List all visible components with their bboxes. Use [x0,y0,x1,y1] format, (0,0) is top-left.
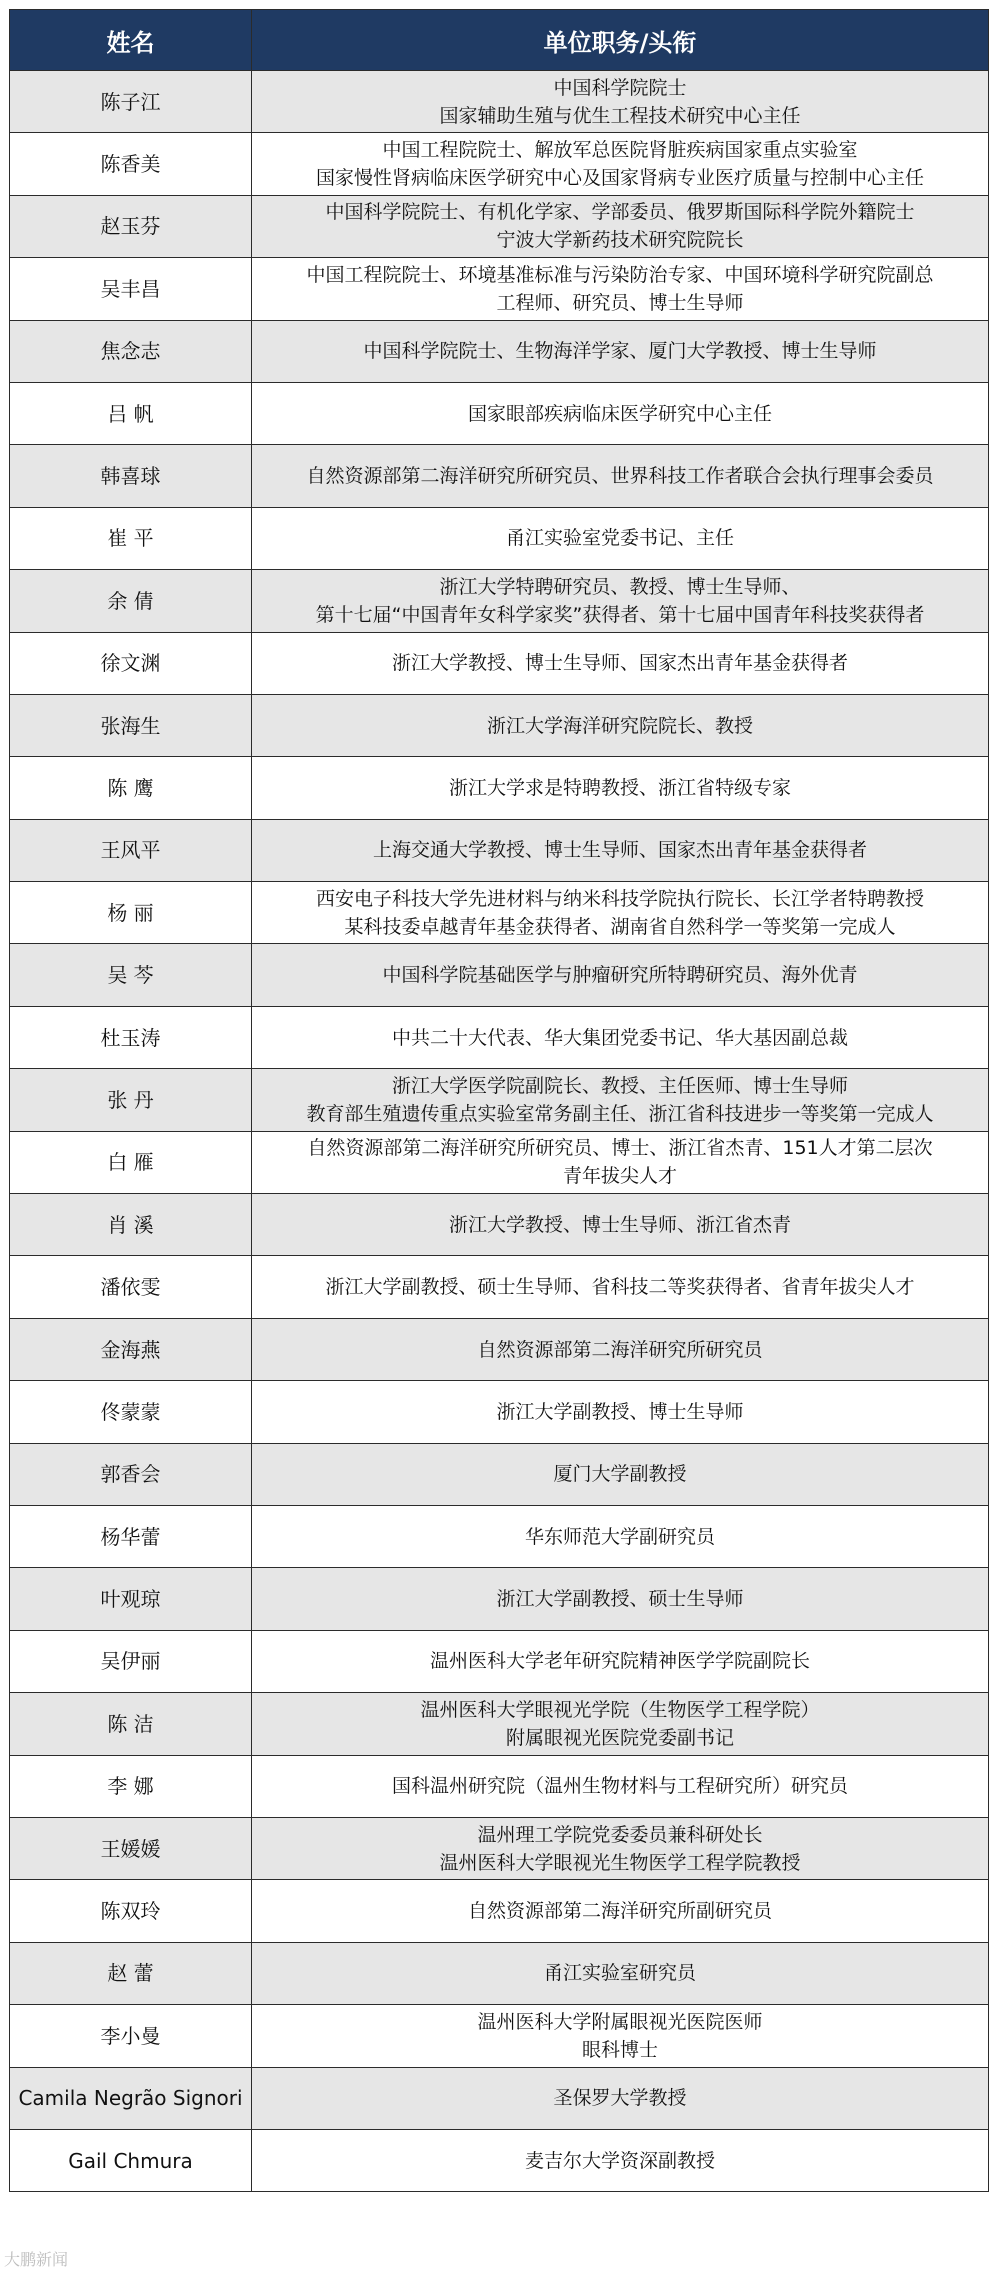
person-name: 焦念志 [10,320,252,382]
title-line: 西安电子科技大学先进材料与纳米科技学院执行院长、长江学者特聘教授 [315,887,924,910]
title-line: 国家辅助生殖与优生工程技术研究中心主任 [439,104,801,127]
person-title [252,944,989,1006]
person-name: 潘依雯 [10,1256,252,1318]
person-title [252,445,989,507]
title-line: 浙江大学求是特聘教授、浙江省特级专家 [448,776,791,799]
person-title [252,1381,989,1443]
title-line: 附属眼视光医院党委副书记 [505,1726,734,1749]
title-line: 温州医科大学眼视光生物医学工程学院教授 [439,1851,801,1874]
title-line: 厦门大学副教授 [553,1463,687,1486]
header-title: 单位职务/头衔 [252,10,989,71]
title-line: 某科技委卓越青年基金获得者、湖南省自然科学一等奖第一完成人 [344,915,896,938]
title-line: 第十七届“中国青年女科学家奖”获得者、第十七届中国青年科技奖获得者 [315,603,925,626]
person-title [252,71,989,133]
person-title [252,819,989,881]
person-title [252,133,989,195]
person-name: 李小曼 [10,2005,252,2067]
person-title [252,570,989,632]
title-line: 甬江实验室党委书记、主任 [505,527,734,550]
title-line: 中国科学院基础医学与肿瘤研究所特聘研究员、海外优青 [382,964,858,987]
person-name: 徐文渊 [10,632,252,694]
person-name: 佟蒙蒙 [10,1381,252,1443]
title-line: 甬江实验室研究员 [543,1962,696,1985]
table-row [10,1318,989,1380]
watermark: 大鹏新闻 [4,2250,69,2269]
person-title [252,1318,989,1380]
person-title [252,1256,989,1318]
table-row [10,2005,989,2067]
title-line: 国家慢性肾病临床医学研究中心及国家肾病专业医疗质量与控制中心主任 [315,167,924,190]
person-title [252,1194,989,1256]
person-name: 韩喜球 [10,445,252,507]
person-name: 杨 丽 [10,882,252,944]
person-title [252,1006,989,1068]
person-name: 王风平 [10,819,252,881]
title-line: 自然资源部第二海洋研究所副研究员 [467,1900,772,1923]
roster-table [9,9,989,2192]
title-line: 浙江大学副教授、博士生导师 [496,1400,744,1423]
person-title [252,1131,989,1193]
table-row [10,819,989,881]
header-name: 姓名 [10,10,252,71]
table-row [10,71,989,133]
person-title [252,507,989,569]
person-title [252,1443,989,1505]
title-line: 教育部生殖遗传重点实验室常务副主任、浙江省科技进步一等奖第一完成人 [306,1102,934,1125]
table-row [10,258,989,320]
person-name: 陈 鹰 [10,757,252,819]
person-name: 陈香美 [10,133,252,195]
table-header-row [10,10,989,71]
table-row [10,1880,989,1942]
person-name: 吴伊丽 [10,1630,252,1692]
title-line: 圣保罗大学教授 [553,2087,687,2110]
title-line: 自然资源部第二海洋研究所研究员、世界科技工作者联合会执行理事会委员 [306,465,934,488]
person-title [252,2005,989,2067]
title-line: 自然资源部第二海洋研究所研究员 [477,1338,763,1361]
person-title [252,320,989,382]
table-row [10,632,989,694]
person-name: 陈子江 [10,71,252,133]
title-line: 温州医科大学老年研究院精神医学学院副院长 [429,1650,810,1673]
table-row [10,1069,989,1131]
person-name: 杜玉涛 [10,1006,252,1068]
person-name: 白 雁 [10,1131,252,1193]
table-row [10,1505,989,1567]
person-title [252,2129,989,2191]
person-name: 张 丹 [10,1069,252,1131]
person-name: 余 倩 [10,570,252,632]
title-line: 浙江大学特聘研究员、教授、博士生导师、 [439,575,801,598]
table-row [10,320,989,382]
table-row [10,1194,989,1256]
title-line: 浙江大学医学院副院长、教授、主任医师、博士生导师 [391,1074,848,1097]
person-title [252,1505,989,1567]
person-title [252,1693,989,1755]
person-title [252,195,989,257]
title-line: 温州医科大学附属眼视光医院医师 [477,2010,763,2033]
title-line: 中国工程院院士、解放军总医院肾脏疾病国家重点实验室 [382,139,858,162]
title-line: 青年拔尖人才 [562,1165,677,1188]
table-row [10,757,989,819]
table-row [10,1630,989,1692]
person-title [252,258,989,320]
title-line: 浙江大学海洋研究院院长、教授 [486,714,753,737]
title-line: 宁波大学新药技术研究院院长 [496,229,744,252]
person-title [252,757,989,819]
table-row [10,133,989,195]
title-line: 温州医科大学眼视光学院（生物医学工程学院） [420,1698,820,1721]
table-row [10,1381,989,1443]
title-line: 浙江大学副教授、硕士生导师、省科技二等奖获得者、省青年拔尖人才 [325,1276,915,1299]
person-title [252,1942,989,2004]
person-name: 叶观琼 [10,1568,252,1630]
person-name: 吕 帆 [10,382,252,444]
title-line: 中国科学院院士、有机化学家、学部委员、俄罗斯国际科学院外籍院士 [325,201,915,224]
title-line: 中国工程院院士、环境基准标准与污染防治专家、中国环境科学研究院副总 [306,263,934,286]
table-row [10,694,989,756]
person-title [252,2067,989,2129]
title-line: 中国科学院院士 [553,76,687,99]
title-line: 浙江大学副教授、硕士生导师 [496,1588,744,1611]
person-title [252,1630,989,1692]
table-row [10,570,989,632]
person-name: Camila Negrão Signori [10,2067,252,2129]
table-row [10,1256,989,1318]
person-title [252,1755,989,1817]
table-row [10,1942,989,2004]
table-row [10,1755,989,1817]
person-title [252,1880,989,1942]
title-line: 麦吉尔大学资深副教授 [524,2149,715,2172]
person-name: 吴 芩 [10,944,252,1006]
title-line: 中国科学院院士、生物海洋学家、厦门大学教授、博士生导师 [363,340,877,363]
table-row [10,445,989,507]
person-name: Gail Chmura [10,2129,252,2191]
person-title [252,1568,989,1630]
person-name: 赵 蕾 [10,1942,252,2004]
table-row [10,2067,989,2129]
person-name: 张海生 [10,694,252,756]
person-title [252,382,989,444]
person-name: 李 娜 [10,1755,252,1817]
title-line: 浙江大学教授、博士生导师、国家杰出青年基金获得者 [391,652,848,675]
table-row [10,382,989,444]
person-title [252,694,989,756]
title-line: 工程师、研究员、博士生导师 [496,291,744,314]
person-name: 赵玉芬 [10,195,252,257]
title-line: 浙江大学教授、博士生导师、浙江省杰青 [448,1213,791,1236]
table-row [10,1568,989,1630]
person-title [252,632,989,694]
table-row [10,1131,989,1193]
person-name: 肖 溪 [10,1194,252,1256]
person-title [252,1069,989,1131]
title-line: 温州理工学院党委委员兼科研处长 [477,1823,763,1846]
person-name: 金海燕 [10,1318,252,1380]
person-name: 吴丰昌 [10,258,252,320]
table-row [10,1443,989,1505]
person-name: 杨华蕾 [10,1505,252,1567]
table-row [10,195,989,257]
person-name: 陈 洁 [10,1693,252,1755]
title-line: 国家眼部疾病临床医学研究中心主任 [467,402,772,425]
title-line: 华东师范大学副研究员 [524,1525,715,1548]
title-line: 自然资源部第二海洋研究所研究员、博士、浙江省杰青、151人才第二层次 [307,1137,933,1160]
title-line: 上海交通大学教授、博士生导师、国家杰出青年基金获得者 [372,839,867,862]
person-title [252,882,989,944]
person-name: 王媛媛 [10,1817,252,1879]
title-line: 眼科博士 [581,2038,658,2061]
person-title [252,1817,989,1879]
title-line: 中共二十大代表、华大集团党委书记、华大基因副总裁 [391,1026,848,1049]
person-name: 陈双玲 [10,1880,252,1942]
table-row [10,1006,989,1068]
table-row [10,944,989,1006]
table-row [10,2129,989,2191]
table-body [10,71,989,2192]
person-name: 郭香会 [10,1443,252,1505]
table-row [10,1817,989,1879]
person-name: 崔 平 [10,507,252,569]
table-row [10,507,989,569]
table-row [10,1693,989,1755]
title-line: 国科温州研究院（温州生物材料与工程研究所）研究员 [391,1775,848,1798]
table-row [10,882,989,944]
